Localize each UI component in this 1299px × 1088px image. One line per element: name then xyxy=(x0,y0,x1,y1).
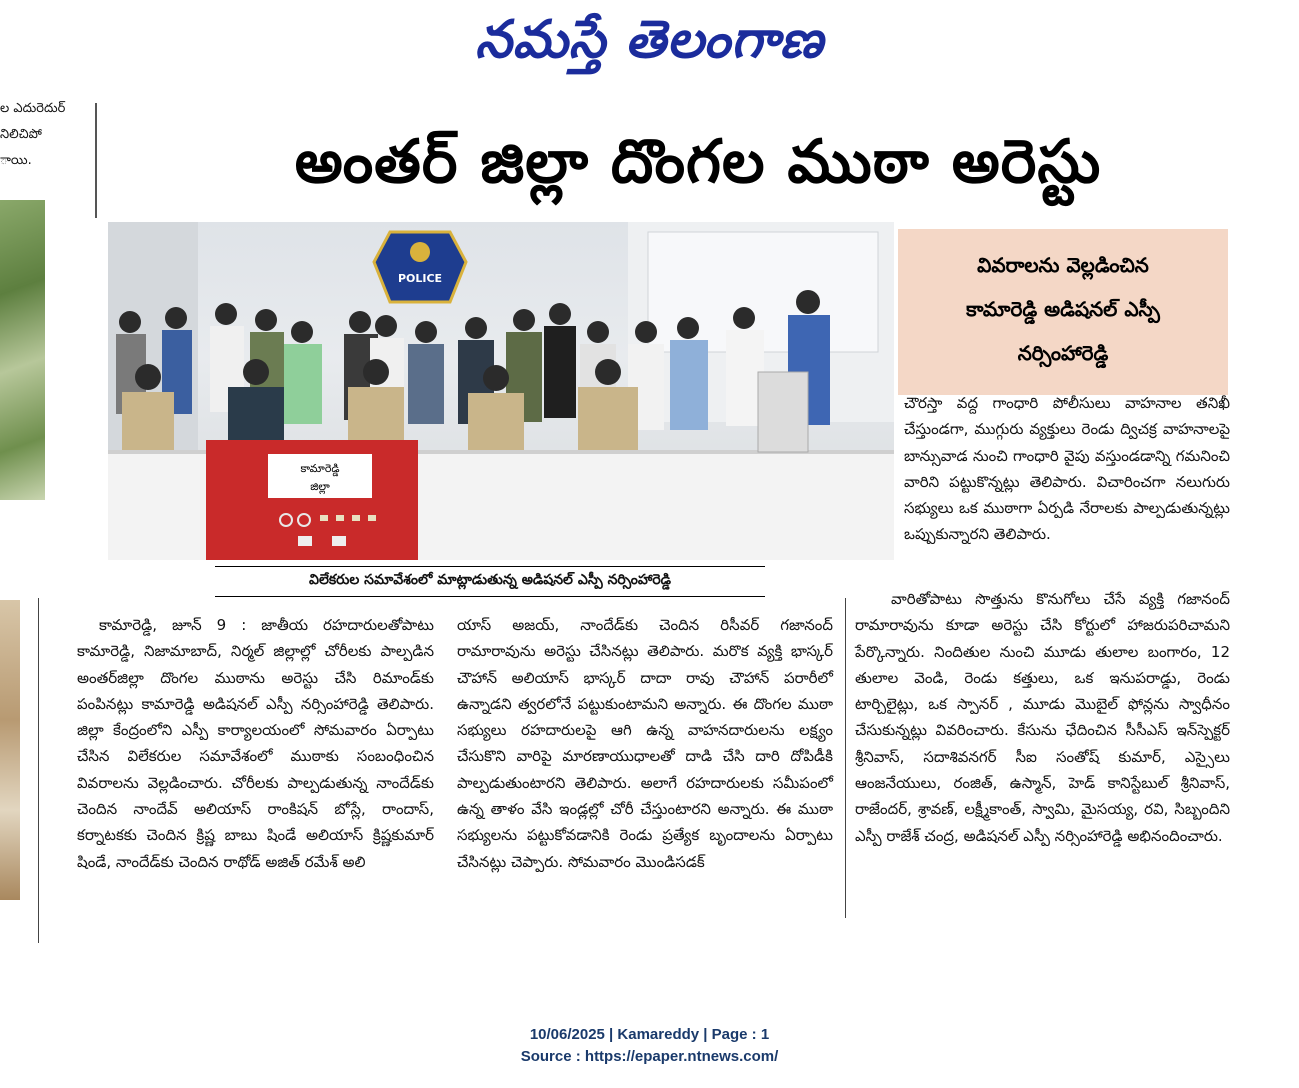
article-column-1 xyxy=(77,612,434,875)
subheadline-line: నర్సింహారెడ్డి xyxy=(1017,341,1109,365)
adjacent-photo xyxy=(0,600,20,900)
adjacent-article-fragment xyxy=(0,96,68,176)
article-column-3-top xyxy=(904,390,1230,548)
caption-rule xyxy=(215,596,765,597)
emblem-label: POLICE xyxy=(397,272,443,285)
adjacent-line: ల ఎదురెదుర్ xyxy=(0,101,66,116)
article-column-2 xyxy=(457,612,833,875)
source-url: Source : https://epaper.ntnews.com/ xyxy=(520,1048,779,1065)
page-footer xyxy=(0,1024,1299,1068)
newspaper-logo: నమస్తే తెలంగాణ xyxy=(475,9,824,70)
subheadline-line: వివరాలను వెల్లడించిన xyxy=(977,253,1149,277)
press-meet-photo xyxy=(108,222,894,560)
police-emblem-icon xyxy=(374,232,466,302)
adjacent-photo xyxy=(0,200,45,500)
adjacent-line: ాయి. xyxy=(0,153,32,168)
headline: అంతర్ జిల్లా దొంగల ముఠా అరెస్టు xyxy=(294,127,1102,197)
board-sign-line1: కామారెడ్డి xyxy=(300,462,340,475)
column-divider xyxy=(95,103,97,218)
edition-info: 10/06/2025 | Kamareddy | Page : 1 xyxy=(529,1026,770,1043)
board-sign-line2: జిల్లా xyxy=(310,480,330,493)
article-column-3 xyxy=(855,586,1230,849)
caption-rule xyxy=(215,566,765,567)
photo-illustration xyxy=(108,222,894,560)
masthead xyxy=(0,4,1299,76)
article-text: యాస్ అజయ్, నాందేడ్‌కు చెందిన రిసీవర్ గజానంద్ రామారావును అరెస్టు చేసినట్లు తెలిపారు. మరొక వ్యక్తి భాస్కర్ చౌహాన్ అలియాస్ భాస్కర్ దాదా రావు చౌహాన్ పరారీలో ఉన్నాడని త్వరలోనే పట్టుకుంటామని అన్నారు. ఈ దొంగల ముఠా సభ్యులు రహదారులపై ఆగి ఉన్న వాహనదారులను లక్ష్యం చేసుకొని వారిపై మారణాయుధాలతో దాడి చేసి దారి దోపిడీకి పాల్పడుతుంటారని తెలిపారు. అలాగే రహదారులకు సమీపంలో ఉన్న తాళం వేసి ఇండ్లల్లో చోరీ చేస్తుంటారని అన్నారు. ఈ ముఠా సభ్యులను పట్టుకోవడానికి రెండు ప్రత్యేక బృందాలను ఏర్పాటు చేసినట్లు చెప్పారు. సోమవారం మొండిసడక్ xyxy=(457,616,833,871)
subheadline-line: కామారెడ్డి అడిషనల్ ఎస్పీ xyxy=(966,297,1160,321)
article-text: చౌరస్తా వద్ద గాంధారి పోలీసులు వాహనాల తనిఖీ చేస్తుండగా, ముగ్గురు వ్యక్తులు రెండు ద్విచక్ర వాహనాలపై బాన్సువాడ నుంచి గాంధారి వైపు వస్తుండడాన్ని గమనించి వారిని పట్టుకొన్నట్లు తెలిపారు. విచారించగా నలుగురు సభ్యులు ఒక ముఠాగా ఏర్పడి నేరాలకు పాల్పడుతున్నట్లు ఒప్పుకున్నారని తెలిపారు. xyxy=(904,394,1230,544)
subheadline-box xyxy=(898,229,1228,395)
column-divider xyxy=(845,598,846,918)
photo-caption: విలేకరుల సమావేశంలో మాట్లాడుతున్న అడిషనల్ ఎస్పీ నర్సింహారెడ్డి xyxy=(308,572,672,588)
column-divider xyxy=(38,598,39,943)
evidence-board xyxy=(206,440,418,560)
adjacent-line: నిలిచిపో xyxy=(0,127,42,142)
article-text: కామారెడ్డి, జూన్ 9 : జాతీయ రహదారులతోపాటు కామారెడ్డి, నిజామాబాద్, నిర్మల్ జిల్లాల్లో చోరీలకు పాల్పడిన అంతర్‌జిల్లా దొంగల ముఠాను అరెస్టు చేసి రిమాండ్‌కు పంపినట్లు కామారెడ్డి అడిషనల్ ఎస్పీ నర్సింహారెడ్డి తెలిపారు. జిల్లా కేంద్రంలోని ఎస్పీ కార్యాలయంలో సోమవారం ఏర్పాటు చేసిన విలేకరుల సమావేశంలో ముఠాకు సంబంధించిన వివరాలను వెల్లడించారు. చోరీలకు పాల్పడుతున్న నాందేడ్‌కు చెందిన నాందేవ్ అలియాస్ రాంకిషన్ బోస్లే, రాందాస్, కర్నాటకకు చెందిన క్రిష్ణ బాబు షిండే అలియాస్ క్రిష్ణకుమార్ షిండే, నాందేడ్‌కు చెందిన రాథోడ్ అజిత్ రమేశ్ అలి xyxy=(77,616,434,871)
article-text: వారితోపాటు సొత్తును కొనుగోలు చేసే వ్యక్తి గజానంద్ రామారావును కూడా అరెస్టు చేసి కోర్టులో హాజరుపరిచామని పేర్కొన్నారు. నిందితుల నుంచి మూడు తులాల బంగారం, 12 తులాల వెండి, రెండు కత్తులు, ఒక ఇనుపరాడ్డు, రెండు టార్చిలైట్లు, ఒక స్పానర్ , మూడు మొబైల్ ఫోన్లను స్వాధీనం చేసుకున్నట్లు వివరించారు. కేసును ఛేదించిన సీసీఎస్ ఇన్‌స్పెక్టర్ శ్రీనివాస్, సదాశివనగర్ సీఐ సంతోష్ కుమార్, ఎస్సైలు ఆంజనేయులు, రంజిత్, ఉస్మాన్, హెడ్ కానిస్టేబుల్ శ్రీనివాస్, రాజేందర్, శ్రావణ్, లక్ష్మీకాంత్, స్వామి, మైసయ్య, రవి, సిబ్బందిని ఎస్పీ రాజేశ్ చంద్ర, అడిషనల్ ఎస్పీ నర్సింహారెడ్డి అభినందించారు. xyxy=(855,590,1230,845)
